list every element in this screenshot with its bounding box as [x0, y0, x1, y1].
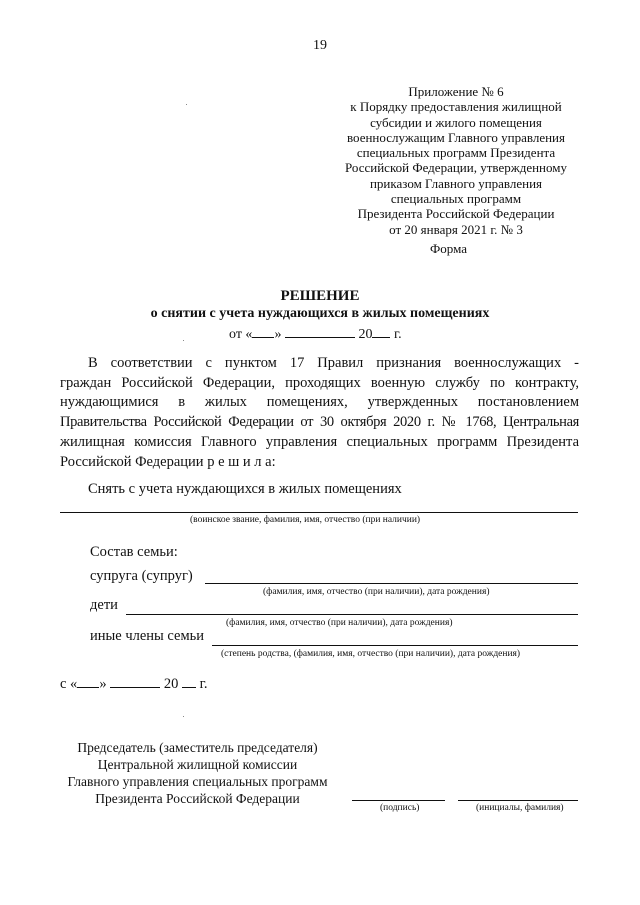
date-prefix: от « — [229, 327, 253, 342]
page-number: 19 — [313, 38, 327, 53]
date-mid: » — [274, 327, 282, 342]
appendix-line: к Порядку предоставления жилищной — [350, 99, 562, 115]
signature-field-line — [352, 800, 445, 801]
scan-speck — [183, 340, 184, 341]
appendix-line: субсидии и жилого помещения — [370, 114, 542, 130]
form-label: Форма — [430, 241, 467, 256]
signature-line: Президента Российской Федерации — [95, 791, 300, 806]
from-mid: » — [99, 676, 107, 692]
month-blank — [285, 325, 355, 338]
paragraph-line: Российской Федерации р е ш и л а: — [60, 453, 276, 470]
effective-date-line — [60, 675, 208, 693]
initials-caption: (инициалы, фамилия) — [476, 803, 564, 813]
signature-caption: (подпись) — [380, 803, 420, 813]
paragraph-line: В соответствии с пунктом 17 Правил признания военнослужащих - — [88, 355, 579, 371]
remove-statement: Снять с учета нуждающихся в жилых помещениях — [88, 481, 402, 497]
spouse-caption: (фамилия, имя, отчество (при наличии), дата рождения) — [263, 587, 490, 597]
from-month-blank — [110, 675, 160, 688]
others-label: иные члены семьи — [90, 628, 205, 644]
decision-paragraph — [60, 354, 579, 472]
signature-line: Главного управления специальных программ — [67, 774, 328, 789]
year-blank — [372, 325, 390, 338]
scan-speck — [186, 104, 187, 105]
children-label: дети — [90, 597, 118, 613]
signature-line: Центральной жилищной комиссии — [97, 757, 298, 772]
document-subtitle: о снятии с учета нуждающихся в жилых помещениях — [150, 306, 490, 321]
paragraph-line: жилищная комиссия Главного управления специальных программ Президента — [60, 433, 579, 450]
from-year-prefix: 20 — [163, 676, 179, 692]
others-line — [212, 645, 578, 646]
appendix-line: Президента Российской Федерации — [357, 206, 555, 222]
appendix-line: приказом Главного управления — [369, 175, 543, 191]
decision-date-line — [229, 325, 402, 343]
spouse-line — [205, 583, 578, 584]
document-title: РЕШЕНИЕ — [280, 288, 360, 304]
appendix-header — [330, 84, 582, 237]
appendix-line: специальных программ — [390, 191, 522, 207]
from-suffix: г. — [199, 676, 208, 692]
signature-line: Председатель (заместитель председателя) — [77, 740, 318, 755]
appendix-line: Приложение № 6 — [408, 84, 504, 99]
paragraph-line: граждан Российской Федерации, проходящих военную службу по контракту, — [60, 374, 579, 391]
appendix-line: Российской Федерации, утвержденному — [345, 160, 567, 176]
rank-name-caption: (воинское звание, фамилия, имя, отчество (при наличии) — [190, 515, 421, 525]
day-blank — [252, 325, 274, 338]
date-suffix: г. — [393, 327, 402, 342]
from-year-blank — [182, 675, 196, 688]
children-line — [126, 614, 578, 615]
appendix-line: от 20 января 2021 г. № 3 — [389, 221, 523, 237]
paragraph-line: Правительства Российской Федерации от 30 октября 2020 г. № 1768, Центральная — [60, 414, 579, 431]
children-caption: (фамилия, имя, отчество (при наличии), дата рождения) — [226, 618, 453, 628]
appendix-line: военнослужащим Главного управления — [347, 129, 565, 145]
from-day-blank — [77, 675, 99, 688]
appendix-line: специальных программ Президента — [356, 145, 556, 161]
others-caption: (степень родства, (фамилия, имя, отчество (при наличии), дата рождения) — [221, 649, 521, 659]
initials-field-line — [458, 800, 578, 801]
signature-block — [60, 739, 335, 807]
scan-speck — [183, 716, 184, 717]
year-prefix: 20 — [358, 327, 373, 342]
from-prefix: с « — [60, 676, 78, 692]
spouse-label: супруга (супруг) — [90, 568, 193, 584]
rank-name-line — [60, 512, 578, 513]
paragraph-line: нуждающимися в жилых помещениях, утвержденных постановлением — [60, 394, 579, 411]
family-heading: Состав семьи: — [90, 544, 178, 560]
